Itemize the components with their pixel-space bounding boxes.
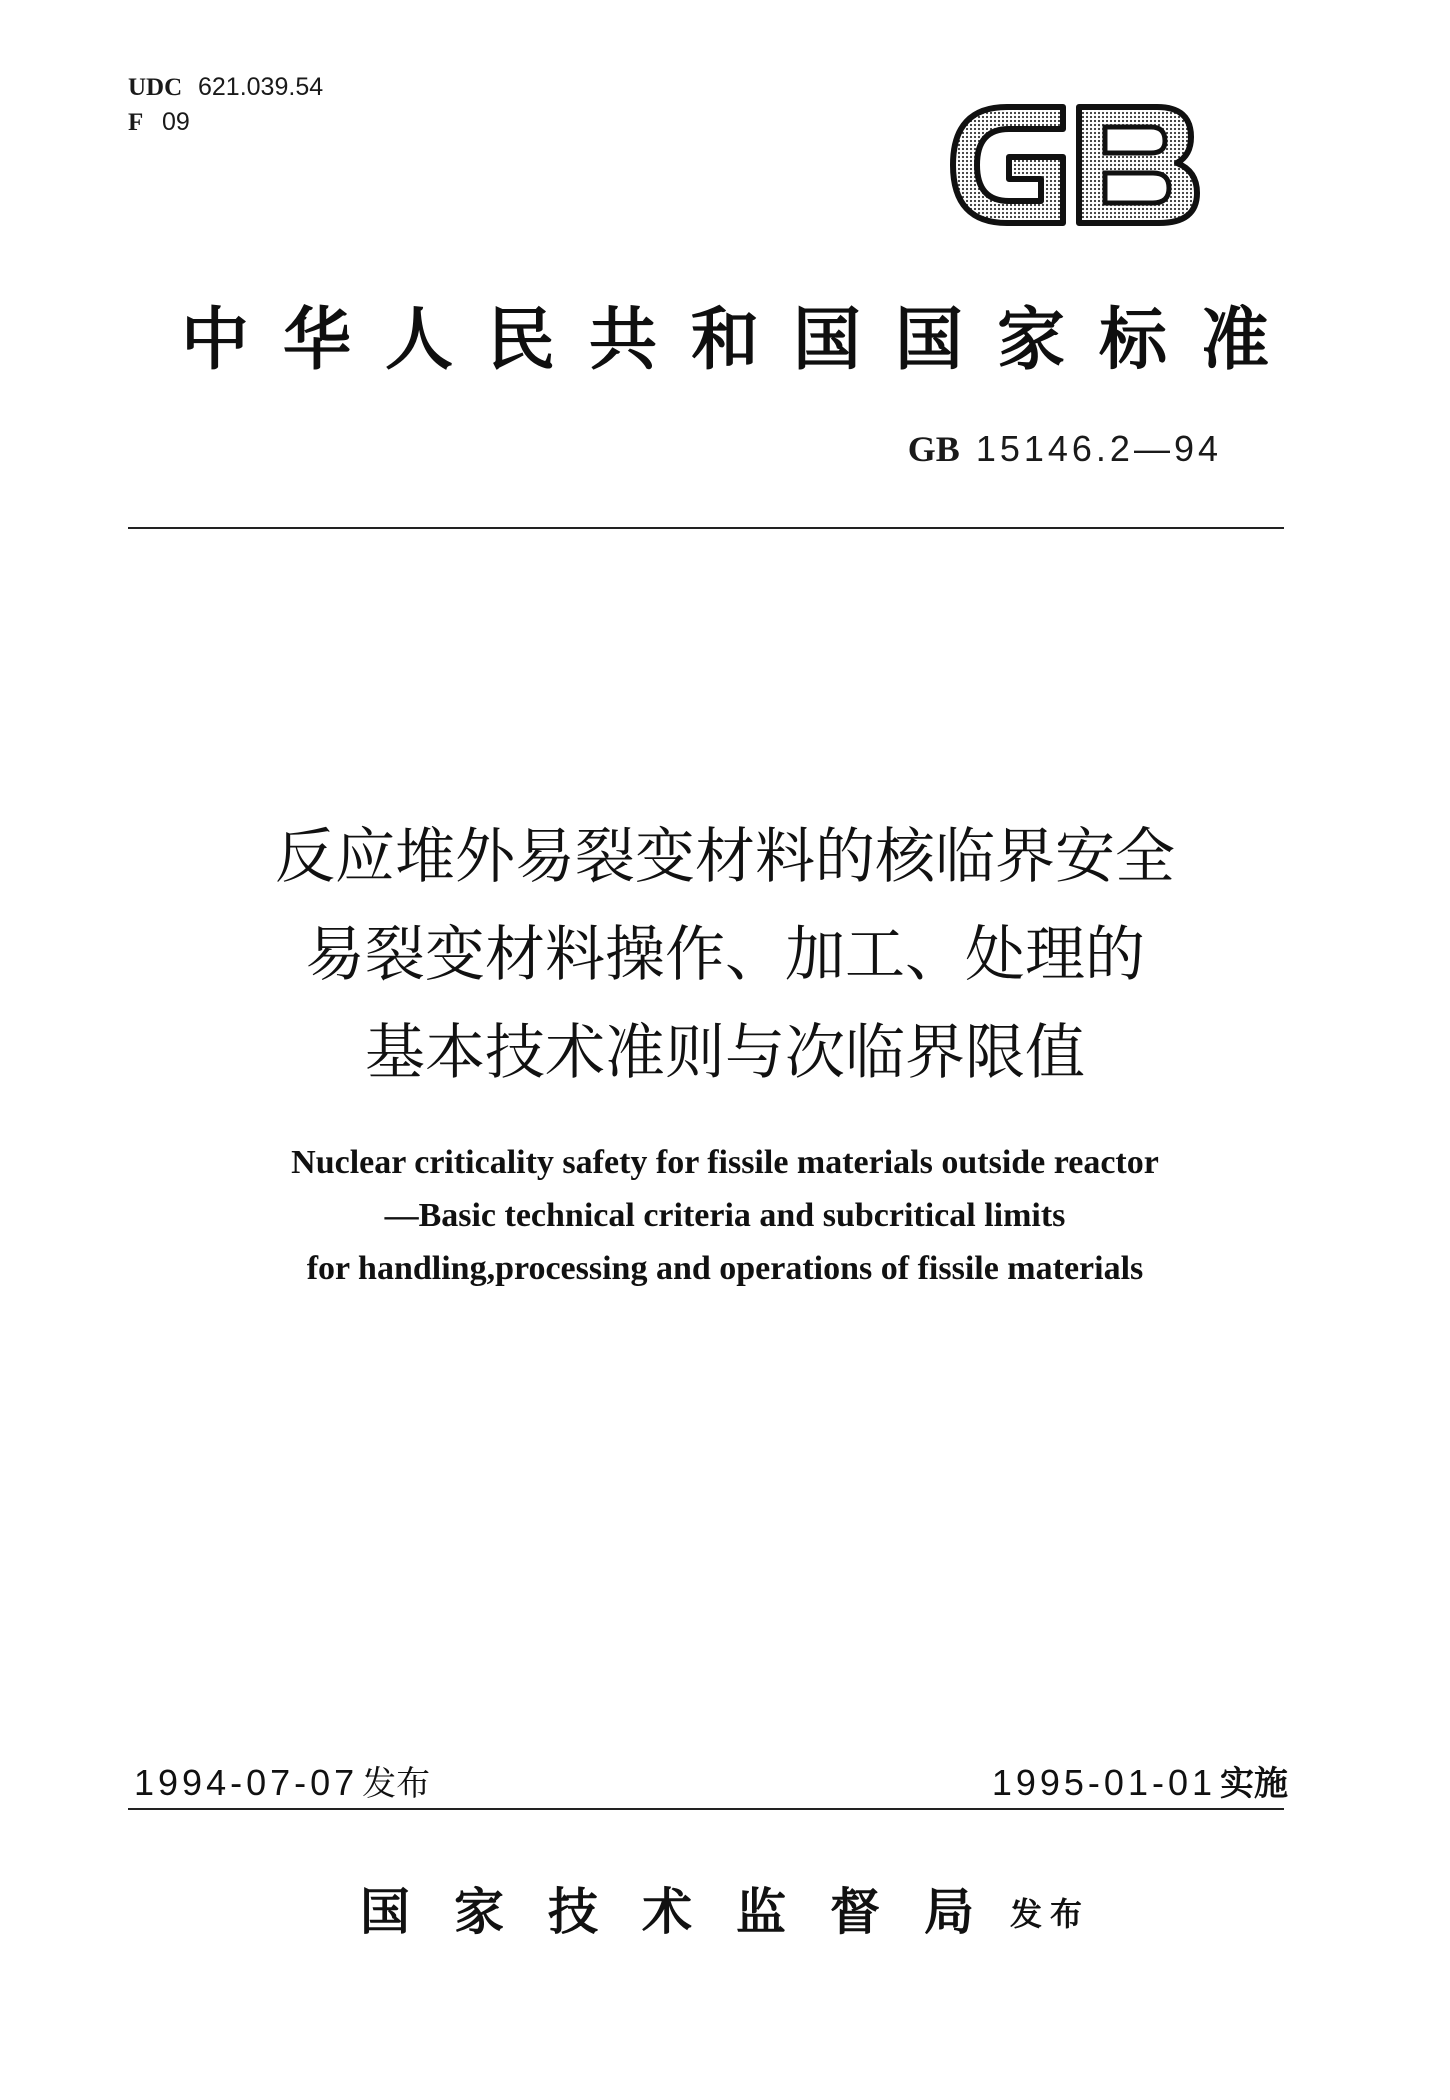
udc-code xyxy=(128,70,323,105)
effective-date-value: 1995-01-01 xyxy=(991,1762,1216,1803)
chinese-title xyxy=(0,808,1450,1102)
gb-logo-icon xyxy=(945,95,1205,235)
class-code xyxy=(128,105,323,140)
bottom-divider xyxy=(128,1808,1284,1810)
class-label: F xyxy=(128,109,144,136)
issue-date-value: 1994-07-07 xyxy=(134,1762,359,1803)
class-value: 09 xyxy=(162,108,190,136)
national-standard-heading: 中华人民共和国国家标准 xyxy=(180,301,1303,380)
udc-label: UDC xyxy=(128,74,183,101)
udc-value: 621.039.54 xyxy=(198,73,324,101)
effective-date xyxy=(992,1756,1288,1805)
english-title-line: Nuclear criticality safety for fissile materials outside reactor xyxy=(291,1144,1159,1181)
issuing-authority xyxy=(0,1872,1450,1944)
issue-date xyxy=(134,1756,430,1805)
effective-word: 实施 xyxy=(1220,1764,1288,1804)
classification-codes xyxy=(128,70,323,140)
issue-word: 发布 xyxy=(362,1764,431,1804)
standard-code: 15146.2—94 xyxy=(975,428,1222,469)
chinese-title-line: 反应堆外易裂变材料的核临界安全 xyxy=(275,822,1175,892)
top-divider xyxy=(128,527,1284,529)
english-title xyxy=(0,1136,1450,1295)
chinese-title-line: 易裂变材料操作、加工、处理的 xyxy=(305,920,1145,990)
chinese-title-line: 基本技术准则与次临界限值 xyxy=(365,1018,1085,1088)
standard-number xyxy=(908,428,1222,470)
standard-prefix: GB xyxy=(907,429,960,469)
english-title-line: —Basic technical criteria and subcritical limits xyxy=(384,1197,1066,1234)
authority-suffix: 发布 xyxy=(1009,1895,1090,1933)
english-title-line: for handling,processing and operations of fissile materials xyxy=(306,1250,1144,1287)
authority-name: 国家技术监督局 xyxy=(359,1882,1018,1941)
